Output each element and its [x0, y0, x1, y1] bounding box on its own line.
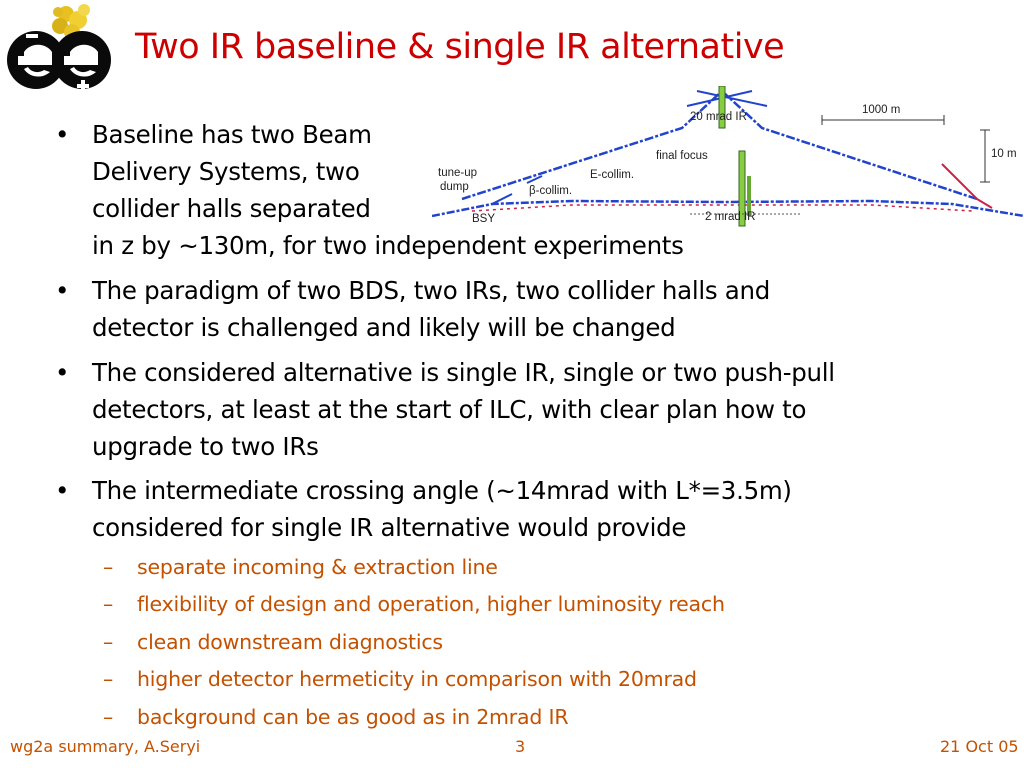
subbullet-4 [103, 667, 697, 691]
subbullet-5-text: background can be as good as in 2mrad IR [137, 705, 569, 729]
scale-bars [690, 115, 990, 214]
bullet-3-line-3: upgrade to two IRs [92, 432, 319, 461]
subbullet-1-text: separate incoming & extraction line [137, 555, 498, 579]
label-2mrad: 2 mrad IR [705, 211, 756, 223]
upper-beamline-right [722, 91, 977, 199]
label-bsy: BSY [472, 213, 496, 225]
bullet-3-line-1: The considered alternative is single IR, single or two push-pull [92, 358, 835, 387]
footer-date: 21 Oct 05 [940, 737, 1019, 756]
label-ecollim: E-collim. [590, 169, 635, 181]
bullet-2-line-1: The paradigm of two BDS, two IRs, two collider halls and [92, 276, 770, 305]
dash-marker: – [103, 705, 114, 729]
dash-marker: – [103, 592, 114, 616]
label-tuneup: tune-up [438, 167, 478, 179]
footer-author: wg2a summary, A.Seryi [10, 737, 201, 756]
bullet-1-line-4: in z by ~130m, for two independent experiments [92, 231, 684, 260]
slide-title: Two IR baseline & single IR alternative [135, 27, 785, 67]
bullet-marker: • [55, 120, 70, 149]
label-final-focus: final focus [656, 150, 708, 162]
subbullet-4-text: higher detector hermeticity in comparison with 20mrad [137, 667, 697, 691]
bullet-2 [55, 272, 770, 346]
bullet-1 [55, 116, 684, 264]
bullet-marker: • [55, 276, 70, 305]
label-20mrad: 20 mrad IR [690, 111, 747, 123]
ee-logo [0, 0, 120, 95]
subbullet-2 [103, 592, 725, 616]
dash-marker: – [103, 667, 114, 691]
bullet-2-line-2: detector is challenged and likely will be changed [92, 313, 676, 342]
e-plus-symbol [53, 31, 111, 92]
bullet-marker: • [55, 476, 70, 505]
subbullet-1 [103, 555, 498, 579]
subbullet-2-text: flexibility of design and operation, higher luminosity reach [137, 592, 725, 616]
bullet-4-line-1: The intermediate crossing angle (~14mrad with L*=3.5m) [92, 476, 792, 505]
subbullet-3-text: clean downstream diagnostics [137, 630, 443, 654]
label-bcollim: β-collim. [529, 185, 573, 197]
bullet-3 [55, 354, 835, 465]
dash-marker: – [103, 630, 114, 654]
subbullet-5 [103, 705, 568, 729]
footer-page-number: 3 [515, 737, 526, 756]
upper-crossing-a [697, 91, 767, 106]
scale-vertical: 10 m [991, 148, 1017, 160]
bullet-1-line-2: Delivery Systems, two [92, 157, 360, 186]
ir-2mrad-marker-b [747, 176, 751, 216]
bullet-1-line-3: collider halls separated [92, 194, 371, 223]
bullet-1-line-1: Baseline has two Beam [92, 120, 372, 149]
label-dump: dump [440, 181, 469, 193]
dash-marker: – [103, 555, 114, 579]
bullet-4 [55, 472, 792, 546]
bullet-3-line-2: detectors, at least at the start of ILC, with clear plan how to [92, 395, 807, 424]
bullet-marker: • [55, 358, 70, 387]
scale-horizontal: 1000 m [862, 104, 901, 116]
subbullet-3 [103, 630, 443, 654]
bullet-4-line-2: considered for single IR alternative would provide [92, 513, 687, 542]
